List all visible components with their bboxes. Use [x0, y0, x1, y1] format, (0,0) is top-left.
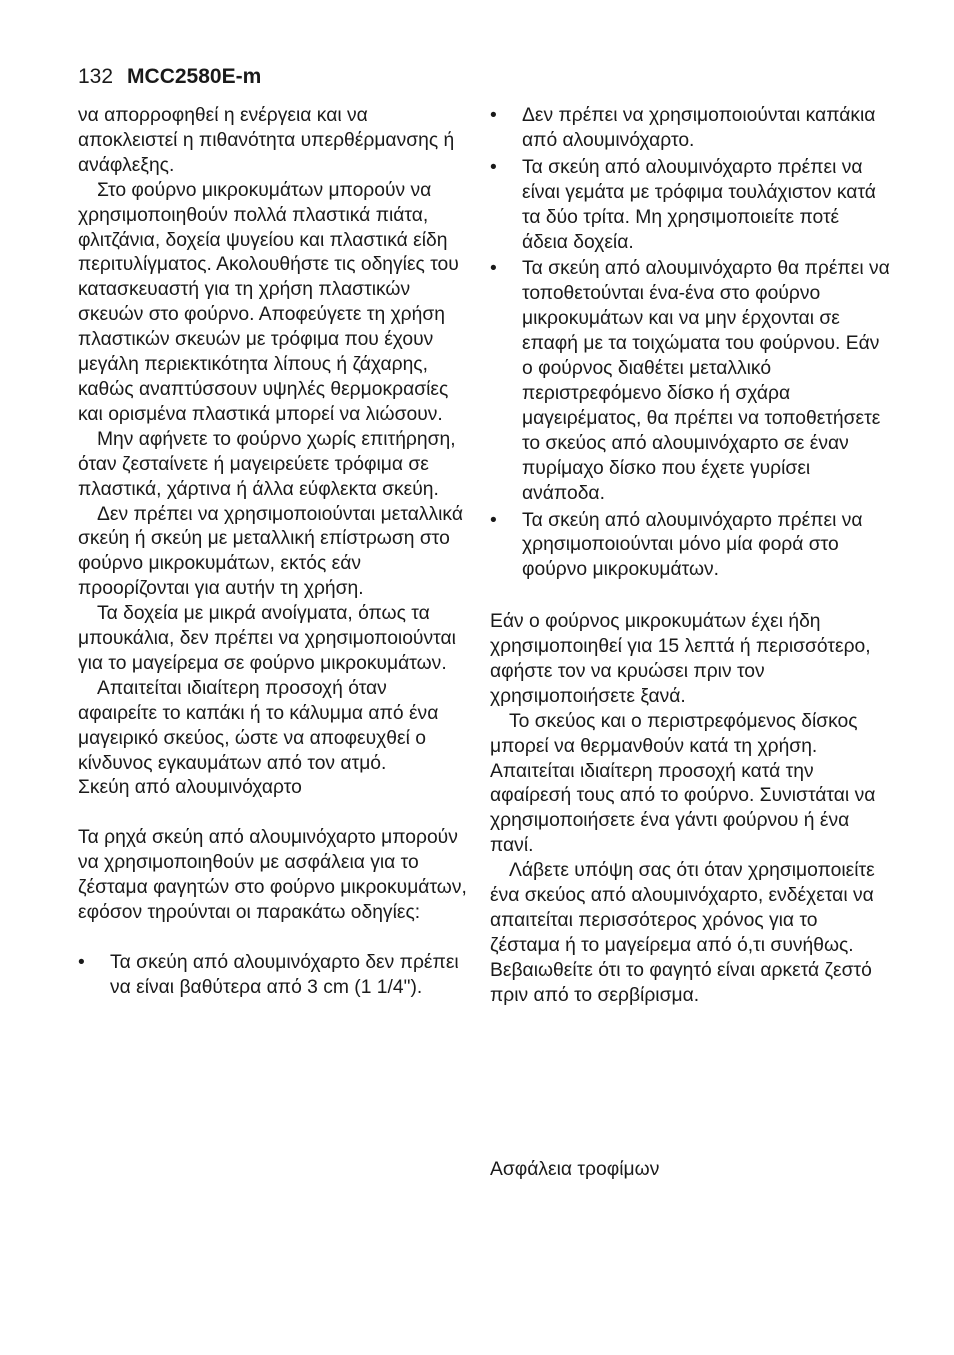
bullet-list — [490, 104, 890, 583]
spacer — [78, 926, 470, 951]
spacer — [78, 801, 470, 826]
list-item — [490, 257, 890, 506]
list-item-text: Τα σκεύη από αλουμινόχαρτο πρέπει να είναι γεμάτα με τρόφιμα τουλάχιστον κατά τα δύο τρίτα. Μη χρησιμοποιείτε ποτέ άδεια δοχεία. — [522, 156, 876, 253]
paragraph: Λάβετε υπόψη σας ότι όταν χρησιμοποιείτε ένα σκεύος από αλουμινόχαρτο, ενδέχεται να απαιτείται περισσότερος χρόνος για το ζέσταμα ή το μαγείρεμα από ό,τι συνήθως. Βεβαιωθείτε ότι το φαγητό είναι αρκετά ζεστό πριν από το σερβίρισμα. — [490, 860, 875, 1006]
bullet-icon: • — [490, 156, 497, 178]
bullet-list — [78, 951, 470, 1001]
section-heading-foil: Σκεύη από αλουμινόχαρτο — [78, 777, 302, 799]
list-item — [490, 156, 890, 256]
paragraph: Στο φούρνο μικροκυμάτων μπορούν να χρησιμοποιηθούν πολλά πλαστικά πιάτα, φλιτζάνια, δοχεία ψυγείου και πλαστικά είδη περιτυλίγματος. Ακολουθήστε τις οδηγίες του κατασκευαστή για τη χρήση πλαστικών σκευών στο φούρνο. Αποφεύγετε τη χρήση πλαστικών σκευών με τρόφιμα που έχουν μεγάλη περιεκτικότητα λίπους ή ζάχαρης, καθώς αναπτύσσουν υψηλές θερμοκρασίες και ορισμένα πλαστικά μπορεί να λιώσουν. — [78, 179, 459, 425]
paragraph: να απορροφηθεί η ενέργεια και να αποκλειστεί η πιθανότητα υπερθέρμανσης ή ανάφλεξης. — [78, 105, 455, 176]
section-heading-food-safety: Ασφάλεια τροφίμων — [490, 1159, 660, 1180]
spacer — [490, 585, 890, 610]
page-number: 132 — [78, 65, 114, 88]
list-item-text: Τα σκεύη από αλουμινόχαρτο θα πρέπει να τοποθετούνται ένα-ένα στο φούρνο μικροκυμάτων και να μην έρχονται σε επαφή με τα τοιχώματα του φούρνου. Εάν ο φούρνος διαθέτει μεταλλικό περιστρεφόμενο δίσκο ή σχάρα μαγειρέματος, θα πρέπει να τοποθετήσετε το σκεύος από αλουμινόχαρτο σε έναν πυρίμαχο δίσκο που έχετε γυρίσει ανάποδα. — [522, 258, 890, 504]
bullet-icon: • — [78, 951, 85, 973]
paragraph: Απαιτείται ιδιαίτερη προσοχή όταν αφαιρείτε το καπάκι ή το κάλυμμα από ένα μαγειρικό σκεύος, ώστε να αποφευχθεί ο κίνδυνος εγκαυμάτων από τον ατμό. — [78, 677, 439, 774]
list-item-text: Τα σκεύη από αλουμινόχαρτο πρέπει να χρησιμοποιούνται μόνο μία φορά στο φούρνο μικροκυμάτων. — [522, 509, 863, 581]
right-column — [490, 104, 890, 1009]
model-name: MCC2580E-m — [127, 65, 262, 88]
list-item-text: Δεν πρέπει να χρησιμοποιούνται καπάκια από αλουμινόχαρτο. — [522, 105, 876, 151]
page-header — [78, 64, 261, 90]
list-item — [78, 951, 470, 1001]
paragraph: Μην αφήνετε το φούρνο χωρίς επιτήρηση, όταν ζεσταίνετε ή μαγειρεύετε τρόφιμα σε πλαστικά, χάρτινα ή άλλα εύφλεκτα σκεύη. — [78, 428, 456, 500]
left-column — [78, 104, 470, 1003]
list-item — [490, 509, 890, 584]
paragraph: Εάν ο φούρνος μικροκυμάτων έχει ήδη χρησιμοποιηθεί για 15 λεπτά ή περισσότερο, αφήστε τον να κρυώσει πριν τον χρησιμοποιήσετε ξανά. — [490, 611, 871, 707]
bullet-icon: • — [490, 509, 497, 531]
bullet-icon: • — [490, 258, 497, 280]
list-item — [490, 104, 890, 154]
paragraph: Τα δοχεία με μικρά ανοίγματα, όπως τα μπουκάλια, δεν πρέπει να χρησιμοποιούνται για το μαγείρεμα σε φούρνο μικροκυμάτων. — [78, 603, 456, 674]
paragraph: Τα ρηχά σκεύη από αλουμινόχαρτο μπορούν να χρησιμοποιηθούν με ασφάλεια για το ζέσταμα φαγητών στο φούρνο μικροκυμάτων, εφόσον τηρούνται οι παρακάτω οδηγίες: — [78, 827, 467, 923]
list-item-text: Τα σκεύη από αλουμινόχαρτο δεν πρέπει να είναι βαθύτερα από 3 cm (1 1/4"). — [110, 951, 459, 998]
paragraph: Το σκεύος και ο περιστρεφόμενος δίσκος μπορεί να θερμανθούν κατά τη χρήση. Απαιτείται ιδιαίτερη προσοχή κατά την αφαίρεσή τους από το φούρνο. Συνιστάται να χρησιμοποιήσετε ένα γάντι φούρνου ή ένα πανί. — [490, 710, 876, 857]
bullet-icon: • — [490, 105, 497, 126]
paragraph: Δεν πρέπει να χρησιμοποιούνται μεταλλικά σκεύη ή σκεύη με μεταλλική επίστρωση στο φούρνο μικροκυμάτων, εκτός εάν προορίζονται για αυτήν τη χρήση. — [78, 503, 463, 600]
